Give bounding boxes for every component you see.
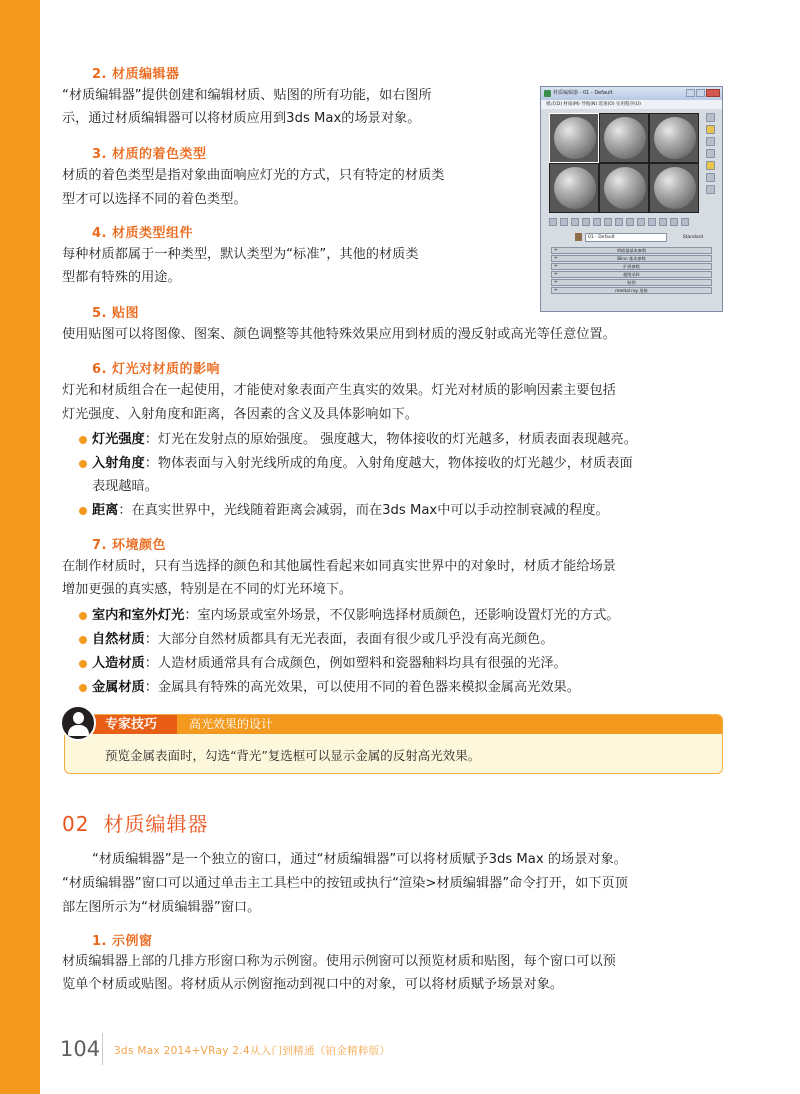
sample-slot — [649, 163, 699, 213]
bullet-dot-icon — [79, 636, 87, 644]
heading-maps: 5. 贴图 — [92, 306, 140, 321]
heading-material-type: 4. 材质类型组件 — [92, 226, 194, 241]
paragraph-line: 示，通过材质编辑器可以将材质应用到3ds Max的场景对象。 — [62, 111, 421, 126]
toolbar-icon — [560, 218, 568, 226]
rollout-list — [551, 247, 712, 295]
section-heading-02 — [62, 808, 208, 837]
sample-slot — [649, 113, 699, 163]
toolbar-icon — [706, 185, 715, 194]
toolbar-icon — [549, 218, 557, 226]
section-title: 材质编辑器 — [103, 812, 209, 836]
bullet-text: ：灯光在发射点的原始强度。 强度越大，物体接收的灯光越多，材质表面表现越亮。 — [144, 432, 637, 447]
paragraph-line: 材质的着色类型是指对象曲面响应灯光的方式，只有特定的材质类 — [62, 168, 445, 183]
window-titlebar — [541, 87, 722, 100]
bullet-term: 金属材质 — [92, 680, 145, 695]
toolbar-icon — [571, 218, 579, 226]
expert-tip-box — [64, 714, 723, 774]
paragraph-line: 每种材质都属于一种类型，默认类型为“标准”，其他的材质类 — [62, 247, 419, 262]
paragraph-line: 在制作材质时，只有当选择的颜色和其他属性看起来如同真实世界中的对象时，材质才能给场景 — [62, 559, 616, 574]
person-head-shape — [73, 712, 84, 724]
paragraph-line: “材质编辑器”提供创建和编辑材质、贴图的所有功能，如右图所 — [62, 88, 432, 103]
shader-type-button: Standard — [682, 235, 704, 240]
toolbar-icon — [593, 218, 601, 226]
bullet-dot-icon — [79, 507, 87, 515]
sample-slot — [549, 113, 599, 163]
person-body-shape — [68, 725, 89, 736]
bullet-item — [92, 428, 637, 452]
bullet-text: ：室内场景或室外场景，不仅影响选择材质颜色，还影响设置灯光的方式。 — [184, 608, 620, 623]
tip-text: 预览金属表面时，勾选“背光”复选框可以显示金属的反射高光效果。 — [105, 748, 481, 763]
toolbar-icon — [681, 218, 689, 226]
window-title: 材质编辑器 - 01 - Default — [553, 90, 613, 96]
paragraph-line: 灯光和材质组合在一起使用，才能使对象表面产生真实的效果。灯光对材质的影响因素主要包括 — [62, 383, 616, 398]
side-toolbar — [702, 113, 718, 213]
close-icon — [706, 89, 720, 97]
toolbar-icon — [670, 218, 678, 226]
sample-slot — [599, 113, 649, 163]
bullet-text: ：大部分自然材质都具有无光表面，表面有很少或几乎没有高光颜色。 — [144, 632, 554, 647]
toolbar-icon — [582, 218, 590, 226]
bullet-dot-icon — [79, 684, 87, 692]
toolbar-icon — [626, 218, 634, 226]
paragraph-line: 览单个材质或贴图。将材质从示例窗拖动到视口中的对象，可以将材质赋予场景对象。 — [62, 977, 564, 992]
rollout: + 明暗器基本参数 — [551, 247, 712, 254]
bottom-toolbar — [549, 218, 714, 227]
paragraph-line: 灯光强度、入射角度和距离，各因素的含义及具体影响如下。 — [62, 407, 419, 422]
material-sphere — [554, 167, 596, 209]
footer-divider — [102, 1033, 103, 1065]
toolbar-icon — [637, 218, 645, 226]
bullet-text: ：人造材质通常具有合成颜色，例如塑料和瓷器釉料均具有很强的光泽。 — [144, 656, 567, 671]
bullet-item — [92, 499, 609, 523]
bullet-term: 入射角度 — [92, 456, 145, 471]
section-number: 02 — [62, 812, 90, 836]
toolbar-icon — [604, 218, 612, 226]
heading-sample-slots: 1. 示例窗 — [92, 934, 153, 949]
page-edge-bar — [0, 0, 40, 1094]
material-sphere — [604, 167, 646, 209]
bullet-item — [92, 652, 567, 676]
toolbar-icon — [659, 218, 667, 226]
heading-material-editor: 2. 材质编辑器 — [92, 67, 180, 82]
window-menubar: 模式(D) 材质(M) 导航(N) 选项(O) 实用程序(U) — [541, 100, 722, 109]
sample-slots-grid — [549, 113, 699, 213]
heading-light-influence: 6. 灯光对材质的影响 — [92, 362, 221, 377]
toolbar-icon — [706, 161, 715, 170]
toolbar-icon — [615, 218, 623, 226]
material-editor-screenshot — [540, 86, 723, 312]
bullet-item — [92, 604, 620, 628]
bullet-dot-icon — [79, 612, 87, 620]
bullet-dot-icon — [79, 436, 87, 444]
rollout: + 扩展参数 — [551, 263, 712, 270]
bullet-item — [92, 452, 633, 476]
rollout: + Blinn 基本参数 — [551, 255, 712, 262]
heading-environment-color: 7. 环境颜色 — [92, 538, 167, 553]
paragraph-line: “材质编辑器”窗口可以通过单击主工具栏中的按钮或执行“渲染>材质编辑器”命令打开，如下页顶 — [62, 876, 628, 891]
bullet-term: 自然材质 — [92, 632, 145, 647]
sample-slot — [549, 163, 599, 213]
bullet-term: 人造材质 — [92, 656, 145, 671]
bullet-text: ：在真实世界中，光线随着距离会减弱，而在3ds Max中可以手动控制衰减的程度。 — [118, 503, 609, 518]
paragraph-line: 部左图所示为“材质编辑器”窗口。 — [62, 900, 261, 915]
bullet-term: 室内和室外灯光 — [92, 608, 185, 623]
toolbar-icon — [706, 149, 715, 158]
paragraph-line: 增加更强的真实感，特别是在不同的灯光环境下。 — [62, 582, 353, 597]
toolbar-icon — [706, 125, 715, 134]
paragraph-line: 型才可以选择不同的着色类型。 — [62, 192, 247, 207]
rollout: + mental ray 连接 — [551, 287, 712, 294]
toolbar-icon — [706, 137, 715, 146]
bullet-text: ：物体表面与入射光线所成的角度。入射角度越大，物体接收的灯光越少，材质表面 — [144, 456, 633, 471]
paragraph-line: 型都有特殊的用途。 — [62, 270, 181, 285]
toolbar-icon — [648, 218, 656, 226]
bullet-item — [92, 676, 580, 700]
sample-slot — [599, 163, 649, 213]
maximize-icon — [696, 89, 705, 97]
material-sphere — [654, 167, 696, 209]
paragraph-line: “材质编辑器”是一个独立的窗口，通过“材质编辑器”可以将材质赋予3ds Max 的场景对象。 — [92, 852, 627, 867]
toolbar-icon — [706, 113, 715, 122]
page-number: 104 — [60, 1037, 101, 1061]
paragraph-line: 使用贴图可以将图像、图案、颜色调整等其他特殊效果应用到材质的漫反射或高光等任意位置。 — [62, 327, 616, 342]
bullet-dot-icon — [79, 460, 87, 468]
bullet-text: ：金属具有特殊的高光效果，可以使用不同的着色器来模拟金属高光效果。 — [144, 680, 580, 695]
bullet-term: 灯光强度 — [92, 432, 145, 447]
eyedropper-icon — [575, 233, 582, 241]
heading-shading-type: 3. 材质的着色类型 — [92, 147, 207, 162]
window-controls — [686, 89, 720, 97]
book-title: 3ds Max 2014+VRay 2.4从入门到精通（铂金精粹版） — [114, 1045, 391, 1057]
material-name-field: 01 - Default — [585, 233, 667, 242]
tip-title: 高光效果的设计 — [189, 717, 274, 731]
bullet-dot-icon — [79, 660, 87, 668]
rollout: + 贴图 — [551, 279, 712, 286]
bullet-item — [92, 628, 554, 652]
material-sphere — [654, 117, 696, 159]
bullet-term: 距离 — [92, 503, 119, 518]
minimize-icon — [686, 89, 695, 97]
material-sphere — [604, 117, 646, 159]
material-sphere — [554, 117, 596, 159]
toolbar-icon — [706, 173, 715, 182]
expert-person-icon — [60, 705, 96, 741]
tip-label: 专家技巧 — [105, 717, 158, 732]
paragraph-line: 材质编辑器上部的几排方形窗口称为示例窗。使用示例窗可以预览材质和贴图，每个窗口可以预 — [62, 954, 616, 969]
app-icon — [544, 90, 551, 97]
bullet-continuation: 表现越暗。 — [92, 479, 158, 494]
rollout: + 超级采样 — [551, 271, 712, 278]
